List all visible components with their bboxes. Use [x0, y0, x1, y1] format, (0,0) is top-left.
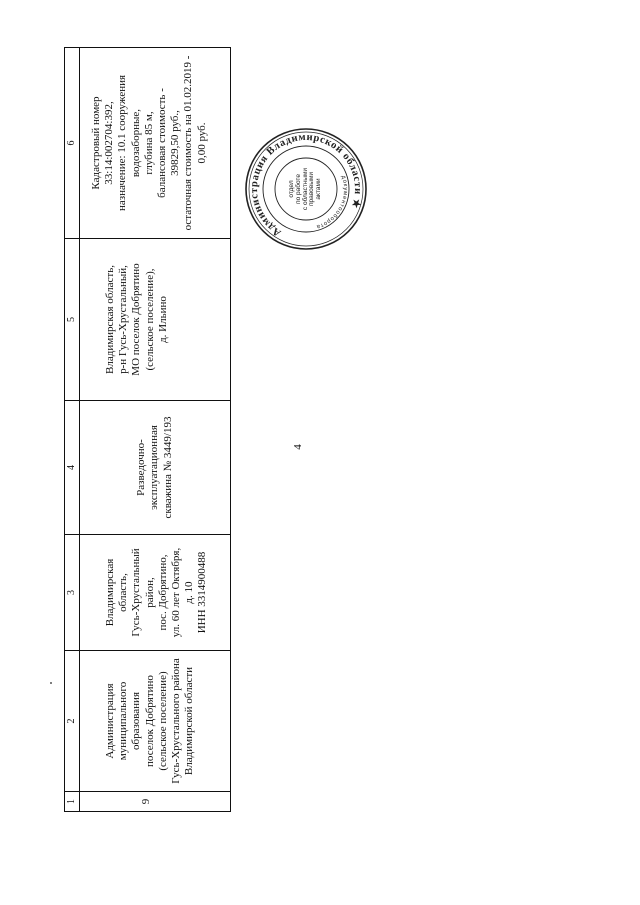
address-cell: [80, 535, 231, 651]
holder-line: Администрация: [104, 683, 116, 759]
characteristics-line: балансовая стоимость -: [155, 88, 168, 198]
row-number: 9: [80, 792, 231, 812]
stamp-ring-text: документооборота: [315, 174, 349, 230]
header-col-2: 2: [65, 651, 80, 792]
holder-line: Гусь-Хрустального района: [169, 658, 182, 784]
address-line: район,: [143, 577, 156, 608]
characteristics-cell: [80, 48, 231, 239]
header-col-4: 4: [65, 401, 80, 535]
header-col-5: 5: [65, 239, 80, 401]
stamp-outer-text: Администрация Владимирской области ★: [248, 131, 364, 239]
address-line: ул. 60 лет Октября,: [169, 547, 182, 638]
characteristics-line: остаточная стоимость на 01.02.2019 -: [182, 55, 195, 231]
property-table: [64, 47, 231, 812]
address-line: Гусь-Хрустальный: [130, 548, 143, 637]
characteristics-line: 0,00 руб.: [195, 122, 208, 164]
object-name-cell: [80, 401, 231, 535]
characteristics-line: назначение: 10.1 сооружения: [116, 74, 129, 212]
page-number: 4: [291, 444, 304, 450]
header-col-1: 1: [65, 792, 80, 812]
holder-line: поселок Добрятино: [143, 675, 156, 767]
stamp-line: с областными: [301, 167, 309, 211]
stamp-line: по работе: [294, 174, 302, 204]
characteristics-line: 33:14:002704:392,: [103, 101, 116, 185]
characteristics-line: глубина 85 м,: [142, 111, 155, 175]
holder-line: образования: [130, 691, 143, 751]
object-line: эксплуатационная: [148, 425, 161, 510]
location-line: д. Ильино: [156, 296, 169, 343]
location-line: (сельское поселение),: [143, 268, 156, 371]
rotated-table-container: [64, 48, 231, 812]
address-line: область,: [117, 573, 130, 612]
holder-line: Владимирской области: [183, 666, 196, 776]
inn-line: ИНН 3314900488: [196, 551, 209, 634]
scan-dot: [50, 682, 52, 684]
stamp-line: правовыми: [308, 172, 316, 206]
holder-line: муниципального: [117, 681, 130, 761]
header-col-6: 6: [65, 48, 80, 239]
address-line: Владимирская: [104, 558, 116, 627]
location-line: Владимирская область,: [104, 265, 116, 374]
table-row: [80, 48, 231, 812]
object-line: Разведочно-: [135, 439, 148, 496]
stamp-line: актами: [315, 178, 323, 200]
location-line: МО поселок Добрятино: [130, 263, 143, 376]
stamp-inner-text: [280, 163, 332, 215]
holder-cell: [80, 651, 231, 792]
object-line: скважина № 3449/193: [161, 416, 174, 519]
header-col-3: 3: [65, 535, 80, 651]
characteristics-line: водозаборные,: [129, 108, 142, 178]
location-cell: [80, 239, 231, 401]
characteristics-line: 39829,50 руб.,: [169, 110, 182, 176]
stamp-line: отдел: [287, 180, 295, 198]
location-line: р-н Гусь-Хрустальный,: [117, 265, 130, 374]
characteristics-line: Кадастровый номер: [90, 96, 102, 190]
holder-line: (сельское поселение): [156, 671, 169, 771]
official-stamp: [244, 127, 368, 251]
address-line: д. 10: [183, 581, 196, 604]
address-line: пос. Добрятино,: [156, 554, 169, 631]
table-header-row: [65, 48, 80, 812]
